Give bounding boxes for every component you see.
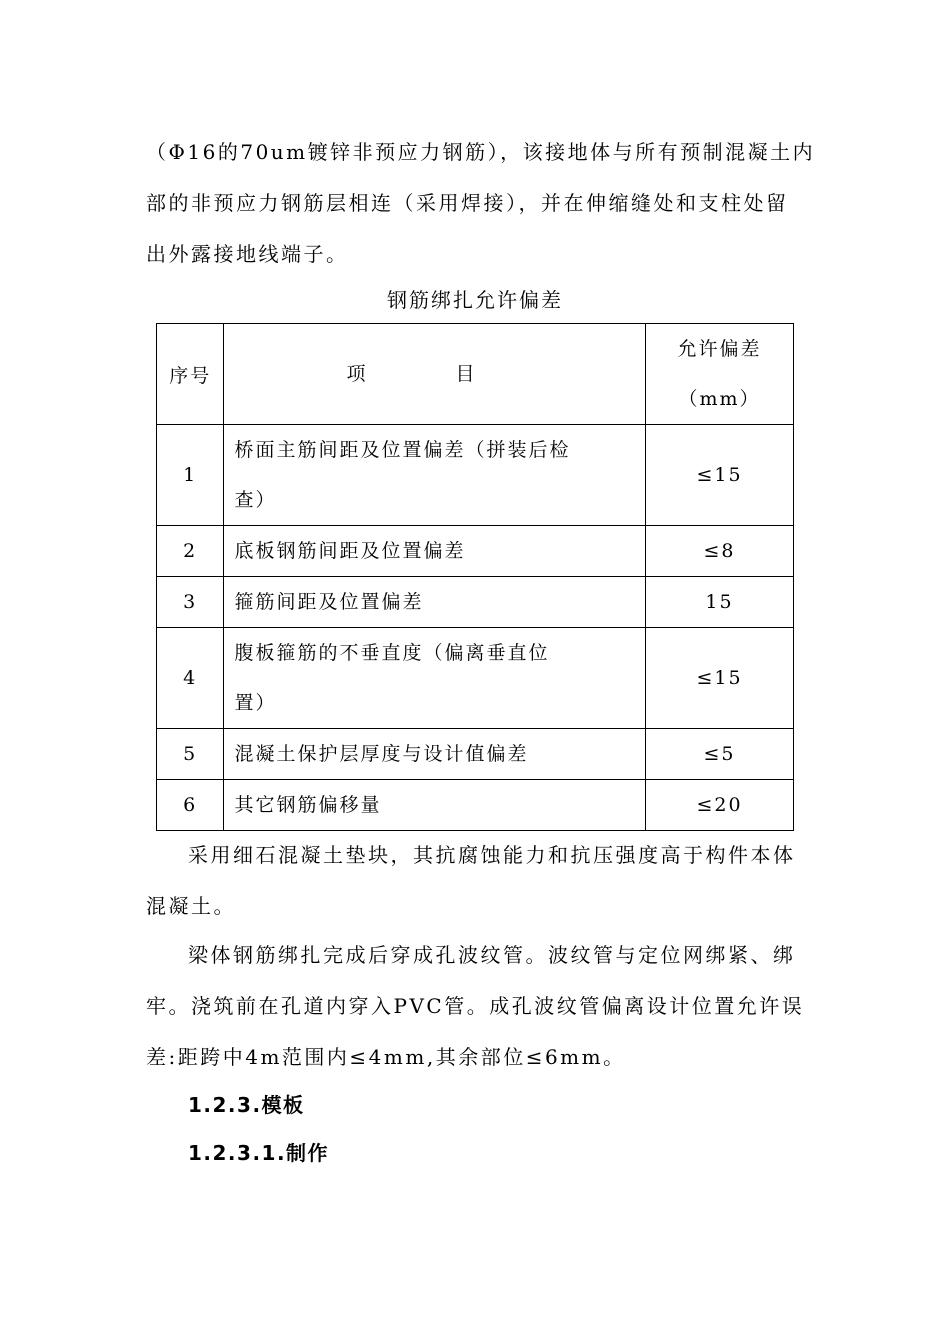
paragraph-line: 混凝土。 (146, 894, 236, 918)
row-no: 6 (157, 780, 224, 831)
row-item-line: 腹板箍筋的不垂直度（偏离垂直位 (234, 642, 550, 664)
paragraph-grounding (146, 127, 816, 280)
row-no: 1 (157, 425, 224, 526)
row-item: 箍筋间距及位置偏差 (224, 577, 646, 628)
paragraph-ducts (146, 930, 806, 1083)
table-row (157, 628, 794, 729)
row-tolerance: ≤15 (646, 628, 794, 729)
table-row (157, 780, 794, 831)
paragraph-line: 部的非预应力钢筋层相连（采用焊接），并在伸缩缝处和支柱处留 (146, 191, 789, 215)
paragraph-line: 差:距跨中4m范围内≤4mm,其余部位≤6mm。 (146, 1045, 626, 1069)
row-item: 其它钢筋偏移量 (224, 780, 646, 831)
table-caption: 钢筋绑扎允许偏差 (387, 288, 563, 312)
row-tolerance: ≤8 (646, 526, 794, 577)
row-no: 4 (157, 628, 224, 729)
row-tolerance: ≤5 (646, 729, 794, 780)
row-item-line: 查） (234, 489, 277, 511)
tolerance-table (156, 323, 794, 831)
row-tolerance: 15 (646, 577, 794, 628)
paragraph-line: 梁体钢筋绑扎完成后穿成孔波纹管。波纹管与定位网绑紧、绑 (188, 943, 796, 967)
paragraph-line: 采用细石混凝土垫块，其抗腐蚀能力和抗压强度高于构件本体 (188, 843, 796, 867)
row-tolerance: ≤15 (646, 425, 794, 526)
row-item: 混凝土保护层厚度与设计值偏差 (224, 729, 646, 780)
header-tolerance-label: 允许偏差 (677, 338, 762, 360)
row-item-line: 桥面主筋间距及位置偏差（拼装后检 (234, 439, 571, 461)
section-heading: 1.2.3.模板 (188, 1093, 305, 1117)
row-no: 2 (157, 526, 224, 577)
paragraph-line: 出外露接地线端子。 (146, 242, 349, 266)
header-item-left: 项 (346, 363, 368, 385)
table-row (157, 577, 794, 628)
subsection-heading: 1.2.3.1.制作 (188, 1141, 330, 1165)
table-row (157, 526, 794, 577)
table-row (157, 729, 794, 780)
header-no: 序号 (157, 324, 224, 425)
table-row (157, 425, 794, 526)
paragraph-line: 牢。浇筑前在孔道内穿入PVC管。成孔波纹管偏离设计位置允许误 (146, 994, 805, 1018)
header-item (224, 324, 646, 425)
header-tolerance-unit: （mm） (678, 388, 761, 410)
table-header-row (157, 324, 794, 425)
paragraph-line: （Φ16的70um镀锌非预应力钢筋），该接地体与所有预制混凝土内 (146, 140, 816, 164)
paragraph-spacer-blocks (146, 830, 806, 932)
row-tolerance: ≤20 (646, 780, 794, 831)
row-item: 底板钢筋间距及位置偏差 (224, 526, 646, 577)
row-no: 3 (157, 577, 224, 628)
row-item-line: 置） (234, 692, 277, 714)
row-no: 5 (157, 729, 224, 780)
row-item (224, 425, 646, 526)
row-item (224, 628, 646, 729)
header-tolerance (646, 324, 794, 425)
header-item-right: 目 (455, 363, 477, 385)
